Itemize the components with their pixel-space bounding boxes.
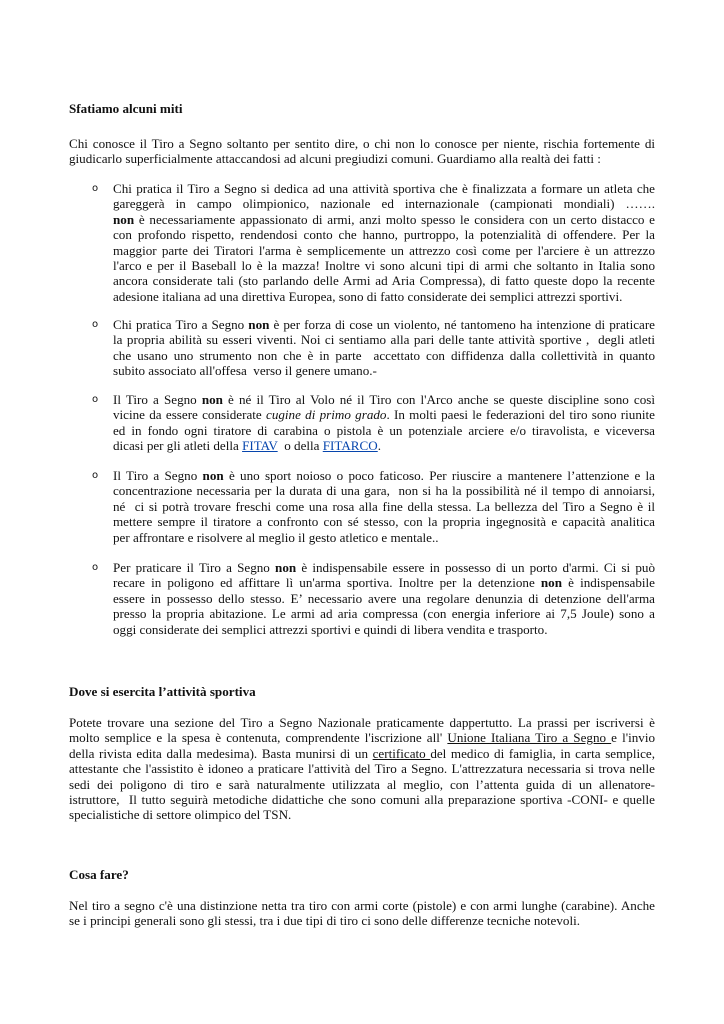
link-fitav[interactable]: FITAV — [242, 438, 278, 454]
myth-item-5 — [92, 560, 655, 637]
emphasis-non: non — [275, 560, 297, 575]
item-line: per affrontare e risolvere al meglio il gesto atletico e mentale.. — [113, 529, 439, 545]
item-line: ancora considerate tali (sto parlando delle Armi ad Aria Compressa), di fatto queste dopo la recente — [113, 273, 655, 289]
para-line: della rivista edita dalla medesima). Basta munirsi di un certificato del medico di famiglia, in carta semplice, — [69, 745, 655, 761]
item-line: concentrazione necessaria per la durata di una gara, non si ha la possibilità né il tempo di annoiarsi, — [113, 483, 655, 499]
para-line: molto semplice e la spesa è contenuta, comprendente l'iscrizione all' Unione Italiana Tiro a Segno e l'invio — [69, 730, 655, 746]
para-line: Nel tiro a segno c'è una distinzione netta tra tiro con armi corte (pistole) e con armi lunghe (carabine). Anche — [69, 898, 655, 913]
item-line: Il Tiro a Segno non è uno sport noioso o poco faticoso. Per riuscire a mantenere l’attenzione e la — [113, 468, 655, 483]
para-line: Potete trovare una sezione del Tiro a Segno Nazionale praticamente dappertutto. La prassi per iscriversi è — [69, 715, 655, 730]
item-line: oggi considerate dei semplici attrezzi sportivi e quindi di libera vendita e trasporto. — [113, 621, 548, 637]
item-line: con profondo rispetto, rendendosi conto che hanno, purtroppo, la potenzialità di offendere. Per la — [113, 227, 655, 243]
link-fitarco[interactable]: FITARCO — [322, 438, 378, 454]
myth-item-1 — [92, 181, 655, 304]
item-line: Chi pratica Tiro a Segno non è per forza di cose un violento, né tantomeno ha intenzione di praticare — [113, 317, 655, 332]
bullet-circle-icon: o — [92, 183, 99, 194]
item-line: ed in fondo ogni tiratore di carabina o pistola è un potenziale arciere e/o tiravolista, e viceversa — [113, 422, 655, 438]
section-title-dove: Dove si esercita l’attività sportiva — [69, 684, 256, 699]
cosa-fare-paragraph — [69, 898, 655, 929]
emphasis-non: non — [202, 468, 224, 483]
link-certificato[interactable]: certificato — [372, 745, 431, 761]
myth-item-4 — [92, 468, 655, 545]
item-line: non è necessariamente appassionato di armi, anzi molto spesso le considera con un certo distacco e — [113, 211, 655, 227]
item-line: adesione italiana ad una direttiva Europea, sono di fatto considerate dei semplici attrezzi sportivi. — [113, 288, 623, 304]
emphasis-cugine: cugine di primo grado — [266, 407, 387, 423]
item-line: l'arco e per il Baseball lo è la mazza! Inoltre vi sono alcuni tipi di armi che soltanto in Italia sono — [113, 258, 655, 274]
item-line: presso la propria abitazione. Le armi ad aria compressa (con energia inferiore ai 7,5 Joule) sono a — [113, 606, 655, 622]
para-line: istruttore, Il tutto seguirà metodiche didattiche che sono comuni alla preparazione sportiva -CONI- e quelle — [69, 792, 655, 808]
item-line: dicasi per gli atleti della FITAV o della FITARCO. — [113, 438, 382, 454]
item-line: essere in possesso dello stesso. E’ necessario avere una regolare denunzia di detenzione dell'arma — [113, 590, 655, 606]
item-line: né ci si potrà trovare freschi come una rosa alla fine della stessa. La bellezza del Tiro a Segno è il — [113, 498, 655, 514]
bullet-circle-icon: o — [92, 319, 99, 330]
emphasis-non: non — [201, 392, 223, 407]
bullet-circle-icon: o — [92, 394, 99, 405]
para-line: se i principi generali sono gli stessi, tra i due tipi di tiro ci sono delle differenze tecniche notevoli. — [69, 913, 581, 929]
section-title-miti: Sfatiamo alcuni miti — [69, 101, 183, 116]
item-line: che usano uno strumento non che è in parte accettato con diffidenza dalla collettività in quanto — [113, 347, 655, 363]
item-line: Per praticare il Tiro a Segno non è indispensabile essere in possesso di un porto d'armi. Ci si può — [113, 560, 655, 575]
emphasis-non: non — [113, 211, 135, 227]
link-uits[interactable]: Unione Italiana Tiro a Segno — [447, 730, 612, 746]
intro-line: Chi conosce il Tiro a Segno soltanto per sentito dire, o chi non lo conosce per niente, rischia fortemente di — [69, 136, 655, 151]
bullet-circle-icon: o — [92, 562, 99, 573]
item-line: Chi pratica il Tiro a Segno si dedica ad una attività sportiva che è finalizzata a formare un atleta che — [113, 181, 655, 196]
item-line: Il Tiro a Segno non è né il Tiro al Volo né il Tiro con l'Arco anche se queste discipline sono così — [113, 392, 655, 407]
intro-paragraph — [69, 136, 655, 167]
item-line: gareggerà in campo olimpionico, nazionale ed internazionale (campionati mondiali) ……. — [113, 196, 655, 212]
para-line: specialistiche di settore olimpico del TSN. — [69, 807, 292, 823]
item-line: recare in poligono ed affittare lì un'arma sportiva. Inoltre per la detenzione non è indispensabile — [113, 575, 655, 591]
emphasis-non: non — [248, 317, 270, 332]
myth-item-3 — [92, 392, 655, 454]
intro-line: giudicarlo superficialmente attaccandosi ad alcuni pregiudizi comuni. Guardiamo alla realtà dei fatti : — [69, 151, 601, 167]
item-line: subito associato all'offesa verso il genere umano.- — [113, 363, 377, 379]
item-line: mettere sempre il tiratore a confronto con sé stesso, con la propria ingegnosità e capacità analitica — [113, 514, 655, 530]
item-line: maggior parte dei Tiratori l'arma è semplicemente un attrezzo così come per l'arciere è un attrezzo — [113, 242, 655, 258]
bullet-circle-icon: o — [92, 470, 99, 481]
dove-paragraph — [69, 715, 655, 823]
para-line: attestante che l'assistito è idoneo a praticare l'attività del Tiro a Segno. L'attrezzatura necessaria si trova nelle — [69, 761, 655, 777]
emphasis-non: non — [540, 575, 563, 591]
item-line: vicine da essere considerate cugine di primo grado. In molti paesi le federazioni del tiro sono riunite — [113, 407, 655, 423]
section-title-cosa-fare: Cosa fare? — [69, 867, 129, 882]
para-line: sedi dei poligono di tiro e sarà naturalmente utilizzata al meglio, con l’attenta guida di un allenatore- — [69, 776, 655, 792]
item-line: la propria abilità su esseri viventi. Noi ci sentiamo alla pari delle tante attività sportive , degli atleti — [113, 332, 655, 348]
myth-item-2 — [92, 317, 655, 379]
